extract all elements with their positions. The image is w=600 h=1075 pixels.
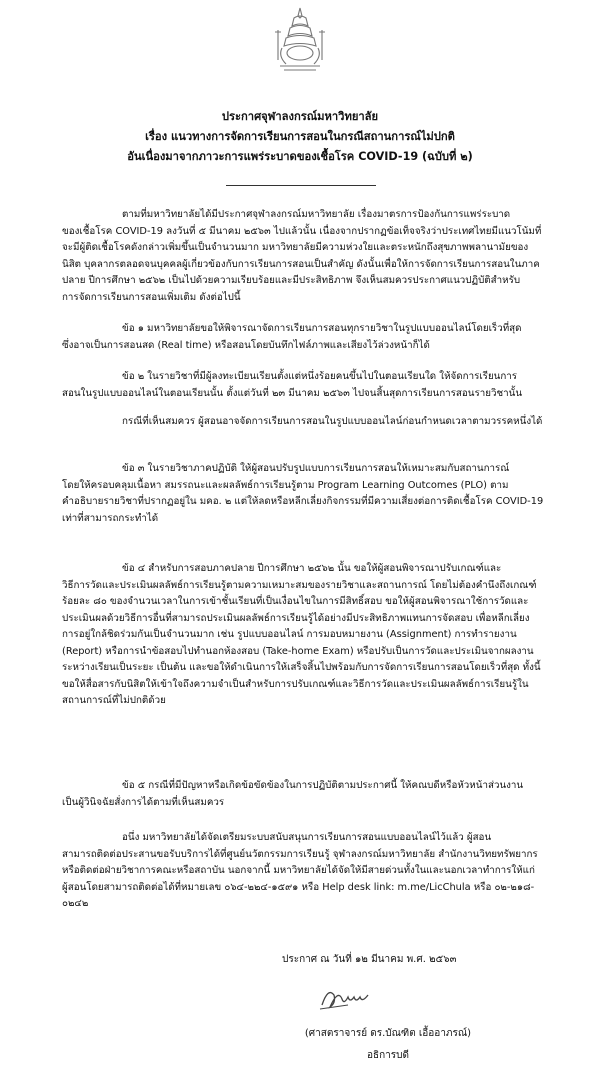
text-line: ระหว่างเรียนเป็นระยะ เป็นต้น และขอให้ดำเนินการให้เสร็จสิ้นไปพร้อมกับการจัดการเรียนการสอนโดยเร็วที่สุด ทั้งนี้	[62, 662, 541, 673]
signer-name: (ศาสตราจารย์ ดร.บัณฑิต เอื้ออาภรณ์)	[304, 1028, 472, 1039]
text-line: ข้อ ๔ สำหรับการสอบภาคปลาย ปีการศึกษา ๒๕๖๒ นั้น ขอให้ผู้สอนพิจารณาปรับเกณฑ์และ	[122, 563, 502, 574]
text-line: สอนในรูปแบบออนไลน์ในตอนเรียนนั้น ตั้งแต่วันที่ ๒๓ มีนาคม ๒๕๖๓ ไปจนสิ้นสุดการเรียนการสอนรายวิชานั้น	[62, 387, 523, 399]
text-line: สามารถติดต่อประสานขอรับบริการได้ที่ศูนย์นวัตกรรมการเรียนรู้ จุฬาลงกรณ์มหาวิทยาลัย สำนักงานวิทยทรัพยากร	[62, 848, 538, 860]
clause-4	[62, 561, 562, 710]
university-emblem-icon	[272, 6, 328, 72]
subject-line-2: อันเนื่องมาจากภาวะการแพร่ระบาดของเชื้อโรค COVID-19 (ฉบับที่ ๒)	[127, 150, 473, 163]
signature-icon	[318, 983, 372, 1013]
text-line: (Report) หรือการนำข้อสอบไปทำนอกห้องสอบ (Take-home Exam) หรือปรับเป็นการวัดและประเมินจากผลงาน	[62, 645, 534, 657]
announcement-heading: ประกาศจุฬาลงกรณ์มหาวิทยาลัย	[221, 110, 379, 123]
clause-1	[62, 321, 562, 354]
clause-3	[62, 461, 562, 527]
text-line: หรือติดต่อฝ่ายวิชาการคณะหรือสถาบัน นอกจากนี้ มหาวิทยาลัยได้จัดให้มีสายด่วนทั้งในและนอกเวลาทำการให้แก่	[62, 865, 535, 876]
title-divider	[226, 185, 376, 186]
text-line: ตามที่มหาวิทยาลัยได้มีประกาศจุฬาลงกรณ์มหาวิทยาลัย เรื่องมาตรการป้องกันการแพร่ระบาด	[122, 209, 511, 220]
text-line: ผู้สอนโดยสามารถติดต่อได้ที่หมายเลข ๐๖๔-๒๒๔-๑๕๙๑ หรือ Help desk link: m.me/LicChula หรือ ๐๒-๒๑๘-	[62, 881, 535, 893]
text-line: คำอธิบายรายวิชาที่ปรากฏอยู่ใน มคอ. ๒ แต่ให้ลดหรือหลีกเลี่ยงกิจกรรมที่มีความเสี่ยงต่อการติดเชื้อโรค COVID-19	[62, 496, 544, 507]
support-paragraph	[62, 830, 562, 913]
text-line: การอยู่ใกล้ชิดร่วมกันเป็นจำนวนมาก เช่น รูปแบบออนไลน์ การมอบหมายงาน (Assignment) การทำรายงาน	[62, 629, 517, 640]
text-line: กรณีที่เห็นสมควร ผู้สอนอาจจัดการเรียนการสอนในรูปแบบออนไลน์ก่อนกำหนดเวลาตามวรรคหนึ่งได้	[122, 416, 543, 427]
text-line: ปลาย ปีการศึกษา ๒๕๖๒ เป็นไปด้วยความเรียบร้อยและมีประสิทธิภาพ จึงเห็นสมควรประกาศแนวปฏิบัติสำหรับ	[62, 275, 521, 286]
announcement-date: ประกาศ ณ วันที่ ๑๒ มีนาคม พ.ศ. ๒๕๖๓	[282, 954, 457, 965]
text-line: ๐๒๔๒	[62, 898, 89, 909]
clause-5	[62, 778, 562, 811]
text-line: ข้อ ๕ กรณีที่มีปัญหาหรือเกิดข้อขัดข้องในการปฏิบัติตามประกาศนี้ ให้คณบดีหรือหัวหน้าส่วนงาน	[122, 780, 524, 791]
text-line: เท่าที่สามารถกระทำได้	[62, 512, 159, 524]
text-line: นิสิต บุคลากรตลอดจนบุคคลผู้เกี่ยวข้องกับการเรียนการสอนเป็นสำคัญ ดังนั้นเพื่อให้การจัดการเรียนการสอนในภาค	[62, 258, 540, 270]
text-line: ข้อ ๒ ในรายวิชาที่มีผู้ลงทะเบียนเรียนตั้งแต่หนึ่งร้อยคนขึ้นไปในตอนเรียนใด ให้จัดการเรียนการ	[122, 371, 518, 382]
text-line: ข้อ ๓ ในรายวิชาภาคปฏิบัติ ให้ผู้สอนปรับรูปแบบการเรียนการสอนให้เหมาะสมกับสถานการณ์	[122, 463, 510, 474]
text-line: การจัดการเรียนการสอนเพิ่มเติม ดังต่อไปนี้	[62, 291, 241, 303]
text-line: ซึ่งอาจเป็นการสอนสด (Real time) หรือสอนโดยบันทึกไฟล์ภาพและเสียงไว้ล่วงหน้าก็ได้	[62, 339, 430, 351]
text-line: เป็นผู้วินิจฉัยสั่งการได้ตามที่เห็นสมควร	[62, 796, 225, 808]
text-line: สถานการณ์ที่ไม่ปกติด้วย	[62, 695, 166, 706]
signer-title: อธิการบดี	[367, 1050, 409, 1061]
text-line: โดยให้ครอบคลุมเนื้อหา สมรรถนะและผลลัพธ์การเรียนรู้ตาม Program Learning Outcomes (PLO) ตาม	[62, 479, 509, 491]
text-line: ของเชื้อโรค COVID-19 ลงวันที่ ๕ มีนาคม ๒๕๖๓ ไปแล้วนั้น เนื่องจากปรากฏข้อเท็จจริงว่าประเทศไทยมีแนวโน้มที่	[62, 225, 542, 237]
clause-2-note	[62, 414, 562, 431]
text-line: ประเมินผลด้วยวิธีการอื่นที่สามารถประเมินผลลัพธ์การเรียนรู้ได้อย่างมีประสิทธิภาพแทนการจัดสอบ เพื่อหลีกเลี่ยง	[62, 612, 530, 624]
clause-2	[62, 369, 562, 402]
text-line: ขอให้สื่อสารกับนิสิตให้เข้าใจถึงความจำเป็นสำหรับการปรับเกณฑ์และวิธีการวัดและประเมินผลลัพธ์การเรียนรู้ใน	[62, 678, 529, 690]
text-line: วิธีการวัดและประเมินผลลัพธ์การเรียนรู้ตามความเหมาะสมของรายวิชาและสถานการณ์ โดยไม่ต้องคำนึงถึงเกณฑ์	[62, 579, 537, 591]
text-line: ร้อยละ ๘๐ ของจำนวนเวลาในการเข้าชั้นเรียนที่เป็นเงื่อนไขในการมีสิทธิ์สอบ ขอให้ผู้สอนพิจารณาใช้การวัดและ	[62, 596, 529, 607]
text-line: อนึ่ง มหาวิทยาลัยได้จัดเตรียมระบบสนับสนุนการเรียนการสอนแบบออนไลน์ไว้แล้ว ผู้สอน	[122, 832, 492, 843]
text-line: จะมีผู้ติดเชื้อโรคดังกล่าวเพิ่มขึ้นเป็นจำนวนมาก มหาวิทยาลัยมีความห่วงใยและตระหนักถึงสุขภาพพลานามัยของ	[62, 242, 529, 253]
text-line: ข้อ ๑ มหาวิทยาลัยขอให้พิจารณาจัดการเรียนการสอนทุกรายวิชาในรูปแบบออนไลน์โดยเร็วที่สุด	[122, 323, 522, 334]
paragraph-preamble	[62, 207, 562, 306]
subject-line-1: เรื่อง แนวทางการจัดการเรียนการสอนในกรณีสถานการณ์ไม่ปกติ	[145, 130, 455, 143]
